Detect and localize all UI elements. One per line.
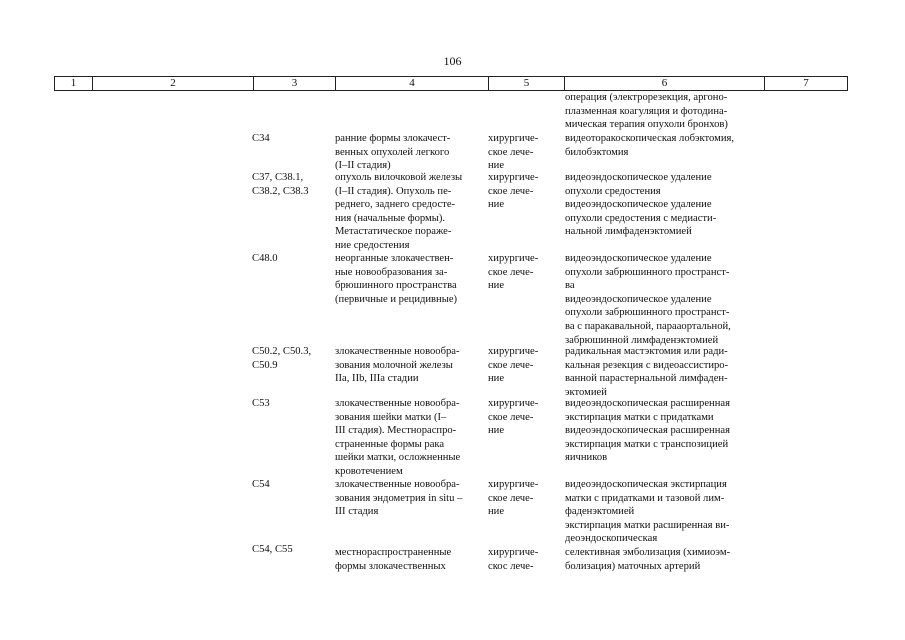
row-code: C48.0 bbox=[252, 253, 278, 264]
row-treatment: хирургиче- ское лече- ние bbox=[488, 398, 539, 437]
row-method: видеоэндоскопическая экстирпация матки с придатками и тазовой лим- фаденэктомией экстирпация матки расширенная ви- деоэндоскопическая bbox=[565, 479, 730, 545]
row-description: местнораспространенные формы злокачественных bbox=[335, 547, 452, 572]
row-description: злокачественные новообра- зования молочной железы IIa, IIb, IIIa стадии bbox=[335, 346, 460, 385]
row-treatment: хирургиче- ское лече- ние bbox=[488, 346, 539, 385]
header-col-5: 5 bbox=[488, 77, 564, 90]
header-col-2: 2 bbox=[92, 77, 253, 90]
row-method: видеоторакоскопическая лобэктомия, билобэктомия bbox=[565, 133, 735, 158]
header-col-1: 1 bbox=[54, 77, 92, 90]
header-col-6: 6 bbox=[564, 77, 764, 90]
row-description: злокачественные новообра- зования эндометрия in situ – III стадия bbox=[335, 479, 463, 518]
table-header-row bbox=[54, 76, 848, 91]
header-col-7: 7 bbox=[764, 77, 848, 90]
page-number: 106 bbox=[443, 54, 462, 68]
row-treatment: хирургиче- ское лече- ние bbox=[488, 253, 539, 292]
row-method: видеоэндоскопическая расширенная экстирпация матки с придатками видеоэндоскопическая расширенная экстирпация матки с транспозицией яичников bbox=[565, 398, 730, 464]
row-treatment: хирургиче- скос лече- bbox=[488, 547, 539, 572]
row-method: видеоэндоскопическое удаление опухоли забрюшинного пространст- ва видеоэндоскопическое удаление опухоли забрюшинного пространст- ва с паракавальной, парааортальной, забрюшинной лимфаденэктомией bbox=[565, 253, 731, 346]
row-treatment: хирургиче- ское лече- ние bbox=[488, 479, 539, 518]
continuation-method-text: операция (электрорезекция, аргоно- плазменная коагуляция и фотодина- мическая терапия опухоли бронхов) bbox=[565, 92, 728, 131]
row-method: видеоэндоскопическое удаление опухоли средостения видеоэндоскопическое удаление опухоли средостения с медиасти- нальной лимфаденэктомией bbox=[565, 172, 717, 238]
row-treatment: хирургиче- ское лече- ние bbox=[488, 172, 539, 211]
row-code: C50.2, C50.3, C50.9 bbox=[252, 346, 312, 371]
row-code: C53 bbox=[252, 398, 270, 409]
row-description: опухоль вилочковой железы (I–II стадия). Опухоль пе- реднего, заднего средосте- ния (начальные формы). Метастатическое пораже- ние средостения bbox=[335, 172, 463, 251]
row-description: ранние формы злокачест- венных опухолей легкого (I–II стадия) bbox=[335, 133, 451, 172]
row-method: селективная эмболизация (химиоэм- болизация) маточных артерий bbox=[565, 547, 731, 572]
row-method: радикальная мастэктомия или ради- кальная резекция с видеоассистиро- ванной парастернальной лимфаден- эктомией bbox=[565, 346, 729, 398]
row-code: C37, C38.1, C38.2, C38.3 bbox=[252, 172, 309, 197]
row-treatment: хирургиче- ское лече- ние bbox=[488, 133, 539, 172]
row-description: неорганные злокачествен- ные новообразования за- брюшинного пространства (первичные и рецидивные) bbox=[335, 253, 458, 305]
row-code: C54, C55 bbox=[252, 544, 293, 555]
header-col-4: 4 bbox=[335, 77, 488, 90]
row-code: C54 bbox=[252, 479, 270, 490]
row-description: злокачественные новообра- зования шейки матки (I– III стадия). Местнораспро- страненные формы рака шейки матки, осложненные кровотечением bbox=[335, 398, 461, 477]
row-code: C34 bbox=[252, 133, 270, 144]
header-col-3: 3 bbox=[253, 77, 335, 90]
